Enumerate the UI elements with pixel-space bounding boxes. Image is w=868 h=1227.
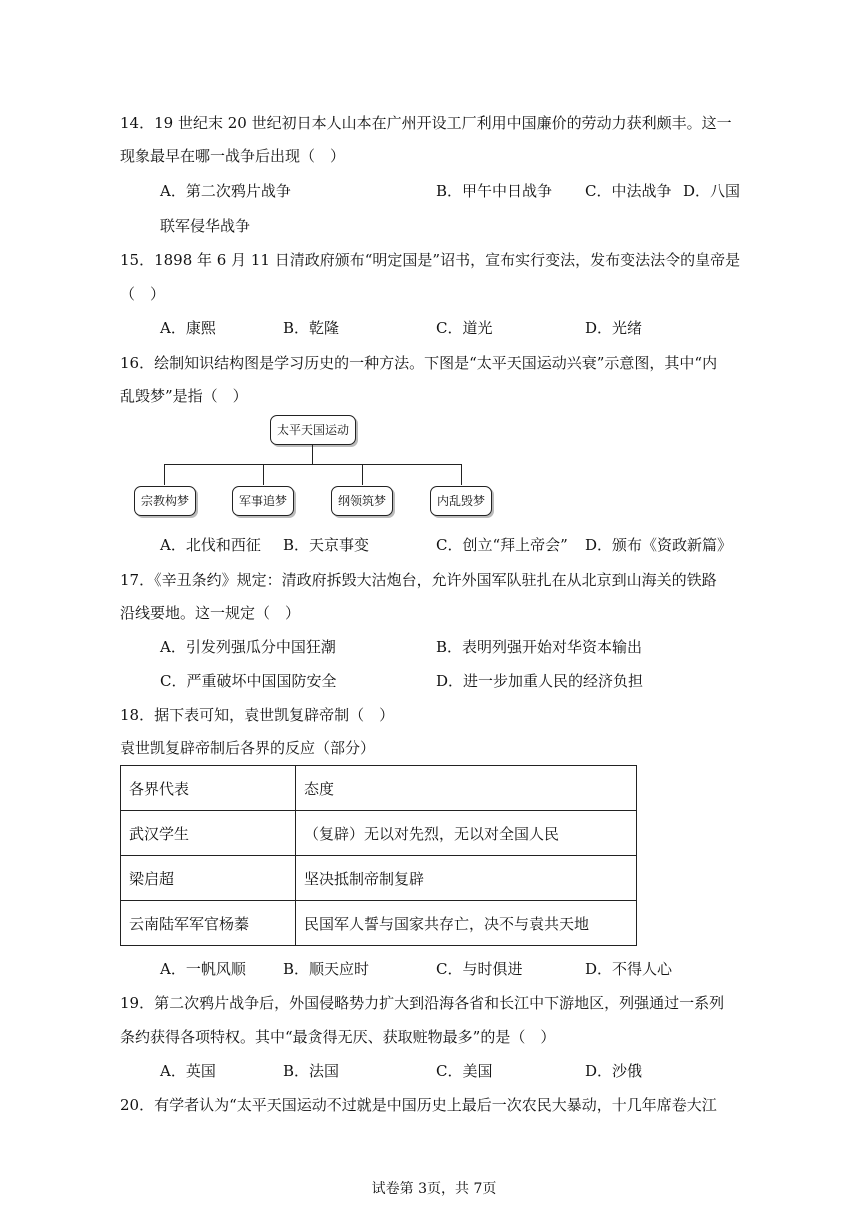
q18-option-b: B．顺天应时 <box>283 960 370 978</box>
table-header-cell: 态度 <box>296 766 637 811</box>
q17-stem-line2: 沿线要地。这一规定（ ） <box>120 604 301 622</box>
q19-option-d: D．沙俄 <box>585 1062 643 1080</box>
q15-option-a: A．康熙 <box>160 319 216 337</box>
q18-stem-line1: 18．据下表可知，袁世凯复辟帝制（ ） <box>120 706 395 724</box>
q17-stem-line1: 17．《辛丑条约》规定：清政府拆毁大沽炮台，允许外国军队驻扎在从北京到山海关的铁路 <box>120 571 717 589</box>
q18-option-c: C．与时俱进 <box>436 960 523 978</box>
table-row <box>121 901 637 946</box>
q16-option-a: A．北伐和西征 <box>160 536 261 554</box>
diagram-branch-line <box>164 464 461 465</box>
q19-option-c: C．美国 <box>436 1062 493 1080</box>
diagram-child-box: 内乱毁梦 <box>430 486 492 516</box>
q14-stem-line1: 14．19 世纪末 20 世纪初日本人山本在广州开设工厂利用中国廉价的劳动力获利颇丰。这一 <box>120 114 732 132</box>
q16-option-d: D．颁布《资政新篇》 <box>585 536 733 554</box>
q15-option-d: D．光绪 <box>585 319 643 337</box>
q16-stem-line2: 乱毁梦”是指（ ） <box>120 387 248 405</box>
q18-reaction-table <box>120 765 637 946</box>
table-cell: （复辟）无以对先烈，无以对全国人民 <box>296 811 637 856</box>
q19-option-b: B．法国 <box>283 1062 340 1080</box>
diagram-connector-4 <box>461 464 462 485</box>
q14-stem-line2: 现象最早在哪一战争后出现（ ） <box>120 147 346 165</box>
q14-option-b: B．甲午中日战争 <box>436 182 553 200</box>
q14-option-a: A．第二次鸦片战争 <box>160 182 291 200</box>
q15-option-b: B．乾隆 <box>283 319 340 337</box>
q15-stem-line1: 15．1898 年 6 月 11 日清政府颁布“明定国是”诏书，宣布实行变法，发布变法法令的皇帝是 <box>120 251 741 269</box>
diagram-connector-3 <box>362 464 363 485</box>
q19-stem-line2: 条约获得各项特权。其中“最贪得无厌、获取赃物最多”的是（ ） <box>120 1028 556 1046</box>
diagram-connector-2 <box>263 464 264 485</box>
table-row <box>121 811 637 856</box>
table-cell: 坚决抵制帝制复辟 <box>296 856 637 901</box>
diagram-connector-1 <box>164 464 165 485</box>
taiping-structure-diagram <box>130 412 500 524</box>
q16-stem-line1: 16．绘制知识结构图是学习历史的一种方法。下图是“太平天国运动兴衰”示意图，其中“内 <box>120 354 718 372</box>
q19-stem-line1: 19．第二次鸦片战争后，外国侵略势力扩大到沿海各省和长江中下游地区，列强通过一系列 <box>120 994 725 1012</box>
q17-option-c: C．严重破坏中国国防安全 <box>160 672 337 690</box>
q15-option-c: C．道光 <box>436 319 493 337</box>
table-row <box>121 856 637 901</box>
q14-option-d: D．八国 <box>683 182 741 200</box>
table-header-row <box>121 766 637 811</box>
table-cell: 云南陆军军官杨蓁 <box>121 901 296 946</box>
diagram-child-box: 军事追梦 <box>232 486 294 516</box>
table-header-cell: 各界代表 <box>121 766 296 811</box>
q18-table-caption: 袁世凯复辟帝制后各界的反应（部分） <box>120 739 376 757</box>
q18-option-d: D．不得人心 <box>585 960 673 978</box>
q17-option-b: B．表明列强开始对华资本输出 <box>436 638 643 656</box>
q14-option-d-cont: 联军侵华战争 <box>160 217 251 235</box>
q16-option-b: B．天京事变 <box>283 536 370 554</box>
page-footer: 试卷第 3页，共 7页 <box>371 1181 497 1197</box>
q20-stem-line1: 20．有学者认为“太平天国运动不过就是中国历史上最后一次农民大暴动，十几年席卷大江 <box>120 1096 717 1114</box>
q19-option-a: A．英国 <box>160 1062 216 1080</box>
table-cell: 民国军人誓与国家共存亡，决不与袁共天地 <box>296 901 637 946</box>
diagram-root-connector <box>312 445 313 464</box>
q17-option-d: D．进一步加重人民的经济负担 <box>436 672 644 690</box>
table-cell: 梁启超 <box>121 856 296 901</box>
diagram-child-box: 宗教构梦 <box>134 486 196 516</box>
diagram-root-box: 太平天国运动 <box>270 415 356 445</box>
table-cell: 武汉学生 <box>121 811 296 856</box>
q15-stem-line2: （ ） <box>120 285 166 303</box>
diagram-child-box: 纲领筑梦 <box>331 486 393 516</box>
q18-option-a: A．一帆风顺 <box>160 960 246 978</box>
q16-option-c: C．创立“拜上帝会” <box>436 536 568 554</box>
q17-option-a: A．引发列强瓜分中国狂潮 <box>160 638 336 656</box>
q14-option-c: C．中法战争 <box>585 182 672 200</box>
